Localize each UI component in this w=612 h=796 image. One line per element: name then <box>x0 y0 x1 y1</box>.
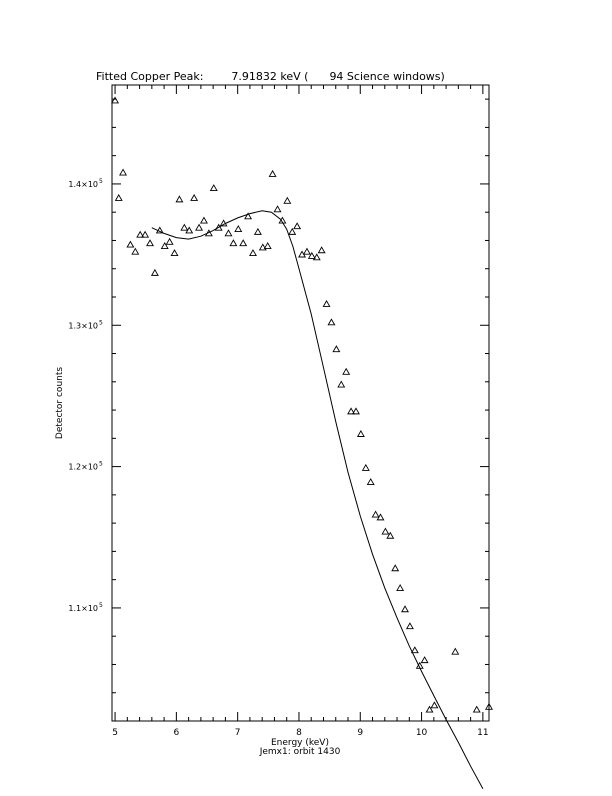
fit-curve <box>152 211 483 789</box>
data-point <box>402 606 408 612</box>
data-point <box>166 239 172 245</box>
data-point <box>363 465 369 471</box>
plot-frame <box>112 85 489 721</box>
data-point <box>474 706 480 712</box>
data-point <box>412 647 418 653</box>
axis-tick-labels <box>68 178 488 738</box>
data-point <box>116 195 122 201</box>
data-point <box>250 250 256 256</box>
data-point <box>142 232 148 238</box>
data-point <box>132 249 138 255</box>
x-tick-label: 6 <box>173 728 180 738</box>
y-tick-label-exponent: 5 <box>99 601 103 609</box>
y-tick-label: 1.1×10 <box>68 603 98 613</box>
data-point <box>191 195 197 201</box>
data-point <box>171 250 177 256</box>
data-point <box>318 247 324 253</box>
y-tick-label: 1.2×10 <box>68 462 98 472</box>
chart-title: Fitted Copper Peak: 7.91832 keV ( 94 Science windows) <box>96 70 445 83</box>
data-point <box>235 226 241 232</box>
data-point <box>338 381 344 387</box>
data-point <box>147 240 153 246</box>
data-point <box>120 169 126 175</box>
x-tick-label: 11 <box>477 728 489 738</box>
data-point <box>367 479 373 485</box>
data-point <box>269 171 275 177</box>
axis-ticks <box>112 85 489 721</box>
data-point <box>196 225 202 231</box>
data-point <box>245 213 251 219</box>
data-point <box>294 223 300 229</box>
data-point <box>284 198 290 204</box>
data-point <box>152 270 158 276</box>
data-point <box>265 243 271 249</box>
data-point <box>181 225 187 231</box>
x-tick-label: 8 <box>296 728 302 738</box>
data-point <box>328 319 334 325</box>
data-point <box>421 657 427 663</box>
y-tick-label: 1.3×10 <box>68 321 98 331</box>
data-point <box>230 240 236 246</box>
data-point <box>304 249 310 255</box>
data-point <box>358 431 364 437</box>
data-point <box>323 301 329 307</box>
data-point <box>255 229 261 235</box>
data-point <box>240 240 246 246</box>
data-point <box>431 702 437 708</box>
x-tick-label: 9 <box>357 728 364 738</box>
data-point <box>343 369 349 375</box>
data-point <box>127 242 133 248</box>
y-tick-label-exponent: 5 <box>99 460 103 468</box>
y-tick-label-exponent: 5 <box>99 319 103 327</box>
data-point <box>176 196 182 202</box>
x-tick-label: 5 <box>112 728 118 738</box>
x-tick-label: 10 <box>415 728 428 738</box>
chart-subtitle: Jemx1: orbit 1430 <box>259 747 341 757</box>
y-tick-label: 1.4×10 <box>68 179 98 189</box>
data-point <box>397 585 403 591</box>
data-point <box>112 97 118 103</box>
x-axis-label: Energy (keV) <box>271 738 329 748</box>
data-point <box>289 229 295 235</box>
y-tick-label-exponent: 5 <box>99 177 103 185</box>
data-point <box>392 565 398 571</box>
data-point <box>353 408 359 414</box>
x-tick-label: 7 <box>234 728 241 738</box>
data-point <box>452 649 458 655</box>
data-point <box>201 217 207 223</box>
data-point <box>211 185 217 191</box>
data-point <box>407 623 413 629</box>
data-point <box>372 511 378 517</box>
data-point <box>333 346 339 352</box>
data-points <box>112 97 492 712</box>
data-point <box>274 206 280 212</box>
data-point <box>225 230 231 236</box>
data-point <box>382 528 388 534</box>
y-axis-label: Detector counts <box>55 366 65 440</box>
